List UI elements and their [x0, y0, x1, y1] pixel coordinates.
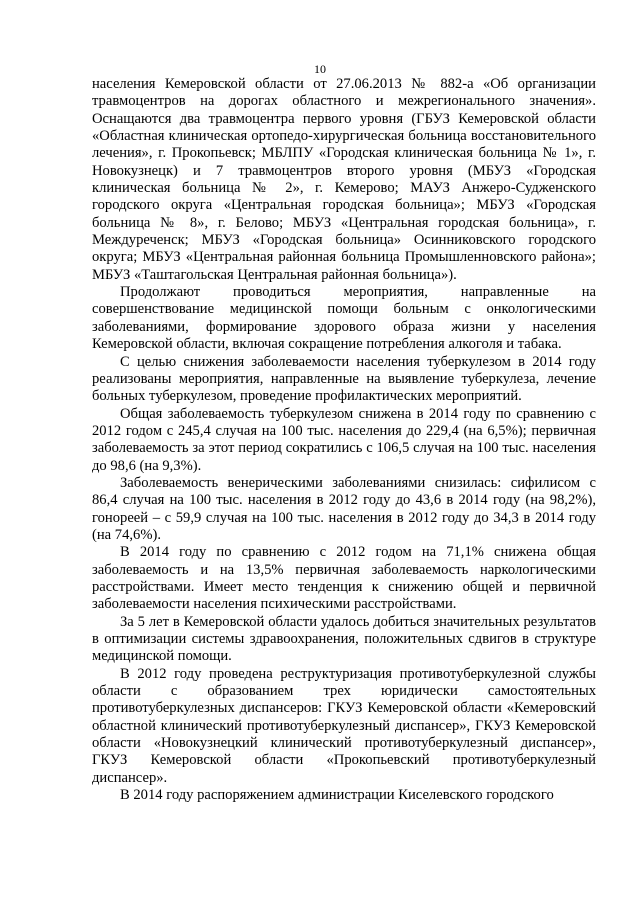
body-text	[92, 76, 596, 804]
paragraph-five-year-results: За 5 лет в Кемеровской области удалось добиться значительных результатов в оптимизации системы здравоохранения, положительных сдвигов в структуре медицинской помощи.	[92, 613, 596, 665]
paragraph-venereal-diseases: Заболеваемость венерическими заболеваниями снизилась: сифилисом с 86,4 случая на 100 тыс. населения в 2012 году до 43,6 в 2014 году (на 98,2%), гонореей – с 59,9 случая на 100 тыс. населения в 2012 году до 34,3 в 2014 году (на 74,6%).	[92, 474, 596, 543]
paragraph-trauma-centers: населения Кемеровской области от 27.06.2013 № 882-а «Об организации травмоцентров на дорогах областного и межрегионального значения». Оснащаются два травмоцентра первого уровня (ГБУЗ Кемеровской области «Областная клиническая ортопедо-хирургическая больница восстановительного лечения», г. Прокопьевск; МБЛПУ «Городская клиническая больница № 1», г. Новокузнецк) и 7 травмоцентров второго уровня (МБУЗ «Городская клиническая больница № 2», г. Кемерово; МАУЗ Анжеро-Судженского городского округа «Центральная городская больница»; МБУЗ «Городская больница № 8», г. Белово; МБУЗ «Центральная городская больница», г. Междуреченск; МБУЗ «Городская больница» Осинниковского городского округа; МБУЗ «Центральная районная больница Промышленновского района»; МБУЗ «Таштагольская Центральная районная больница»).	[92, 76, 596, 283]
paragraph-kiselevsk: В 2014 году распоряжением администрации Киселевского городского	[120, 787, 554, 804]
paragraph-narcological-disorders: В 2014 году по сравнению с 2012 годом на 71,1% снижена общая заболеваемость и на 13,5% первичная заболеваемость наркологическими расстройствами. Имеет место тенденция к снижению общей и первичной заболеваемости населения психическими расстройствами.	[92, 544, 596, 613]
paragraph-tuberculosis-measures: С целью снижения заболеваемости населения туберкулезом в 2014 году реализованы мероприятия, направленные на выявление туберкулеза, лечение больных туберкулезом, проведение профилактических мероприятий.	[92, 353, 596, 405]
paragraph-oncology: Продолжают проводиться мероприятия, направленные на совершенствование медицинской помощи больным с онкологическими заболеваниями, формирование здорового образа жизни у населения Кемеровской области, включая сокращение потребления алкоголя и табака.	[92, 284, 596, 353]
paragraph-tuberculosis-incidence: Общая заболеваемость туберкулезом снижена в 2014 году по сравнению с 2012 годом с 245,4 случая на 100 тыс. населения до 229,4 (на 6,5%); первичная заболеваемость за этот период сократились с 106,5 случая на 100 тыс. населения до 98,6 (на 9,3%).	[92, 405, 596, 474]
page-number: 10	[314, 62, 326, 76]
paragraph-restructuring: В 2012 году проведена реструктуризация противотуберкулезной службы области с образованием трех юридически самостоятельных противотуберкулезных диспансеров: ГКУЗ Кемеровской области «Кемеровский областной клинический противотуберкулезный диспансер», ГКУЗ Кемеровской области «Новокузнецкий клинический противотуберкулезный диспансер», ГКУЗ Кемеровской области «Прокопьевский противотуберкулезный диспансер».	[92, 665, 596, 786]
